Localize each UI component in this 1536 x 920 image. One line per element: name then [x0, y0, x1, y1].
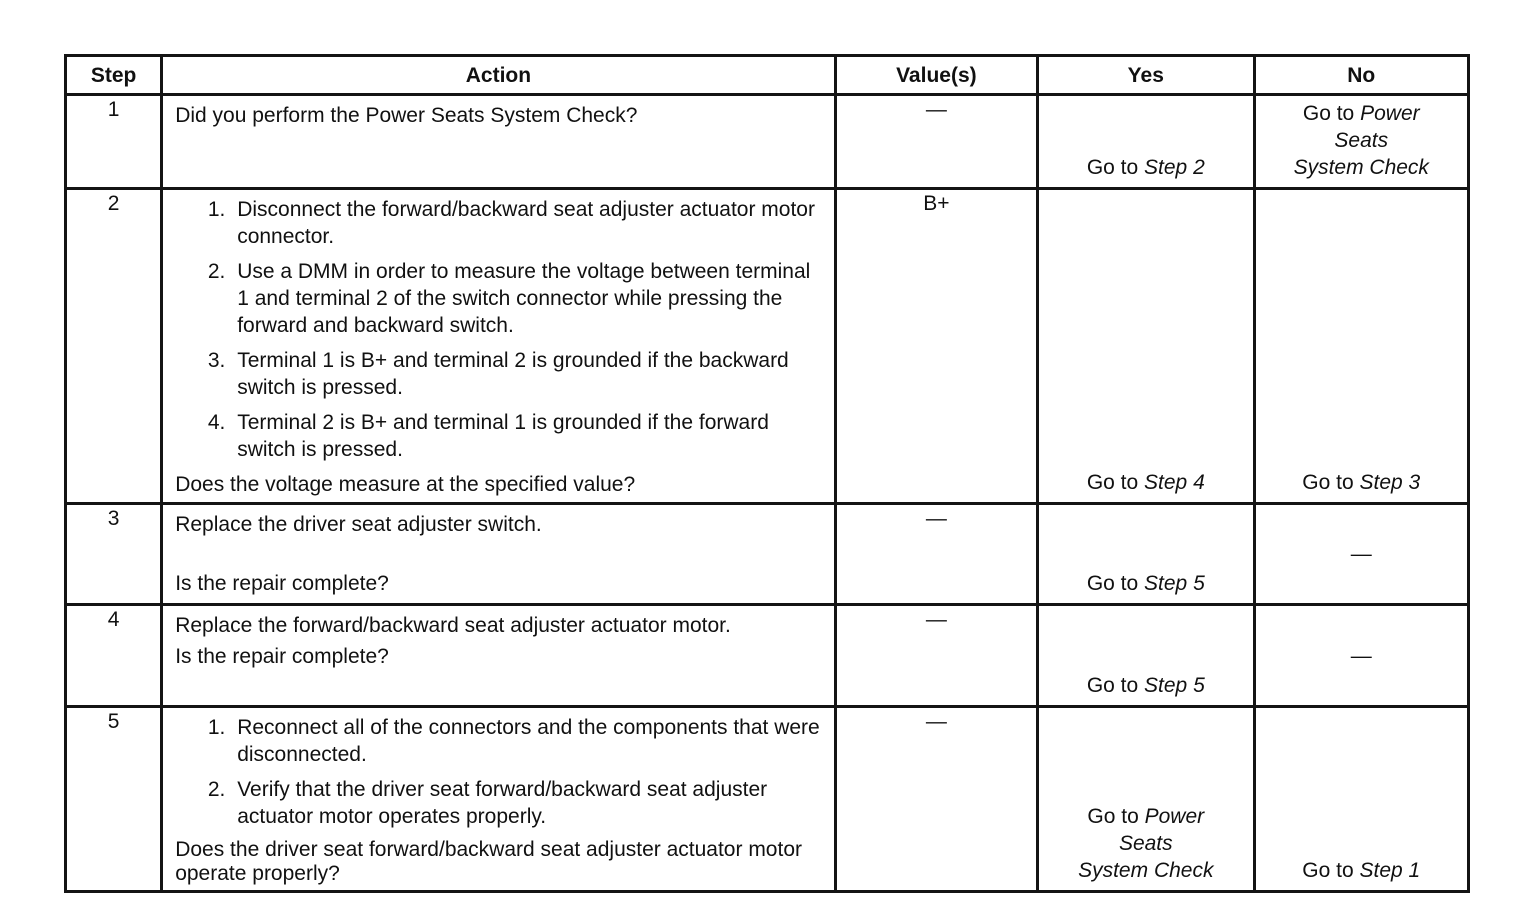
go-to-text: Go to [1302, 471, 1354, 494]
table-row [66, 504, 1469, 605]
yes-cell [1038, 189, 1254, 504]
action-text: Replace the driver seat adjuster switch. [175, 513, 542, 536]
step-link[interactable]: Step 5 [1144, 572, 1205, 595]
yes-result [1039, 570, 1252, 597]
value-cell: — [835, 95, 1037, 189]
value-cell: — [835, 504, 1037, 605]
action-text: Replace the forward/backward seat adjuster actuator motor. [175, 614, 731, 637]
yes-cell [1038, 95, 1254, 189]
header-values: Value(s) [835, 56, 1037, 95]
action-question: Is the repair complete? [175, 572, 389, 595]
action-cell [162, 605, 835, 707]
action-question: Does the driver seat forward/backward seat adjuster actuator motor operate properly? [175, 838, 802, 885]
list-item: 3. Terminal 1 is B+ and terminal 2 is grounded if the backward switch is pressed. [231, 347, 821, 401]
header-action: Action [162, 56, 835, 95]
yes-cell [1038, 707, 1254, 892]
no-cell [1254, 504, 1468, 605]
action-question: Does the voltage measure at the specified value? [175, 473, 636, 496]
step-number: 4 [66, 605, 162, 707]
yes-result [1039, 154, 1252, 181]
step-number: 1 [66, 95, 162, 189]
no-result [1256, 857, 1467, 884]
step-link[interactable]: Step 4 [1144, 471, 1205, 494]
value-cell: — [835, 707, 1037, 892]
action-cell [162, 504, 835, 605]
list-item: 1. Disconnect the forward/backward seat adjuster actuator motor connector. [231, 196, 821, 250]
action-list [175, 714, 821, 830]
yes-cell [1038, 504, 1254, 605]
yes-cell [1038, 605, 1254, 707]
power-seats-link[interactable]: Power Seats System Check [1293, 102, 1429, 179]
header-row [66, 56, 1469, 95]
action-text: Did you perform the Power Seats System Check? [175, 104, 638, 127]
action-cell [162, 707, 835, 892]
list-item: 1. Reconnect all of the connectors and the components that were disconnected. [231, 714, 821, 768]
action-cell [162, 189, 835, 504]
list-item: 2. Use a DMM in order to measure the voltage between terminal 1 and terminal 2 of the switch connector while pressing the forward and backward switch. [231, 258, 821, 339]
go-to-text: Go to [1086, 572, 1139, 595]
step-number: 5 [66, 707, 162, 892]
no-result [1256, 100, 1467, 181]
no-result: — [1350, 644, 1372, 667]
yes-result [1039, 803, 1252, 884]
action-cell [162, 95, 835, 189]
go-to-text: Go to [1087, 805, 1139, 828]
step-number: 2 [66, 189, 162, 504]
no-cell [1254, 707, 1468, 892]
no-result: — [1350, 542, 1372, 566]
step-link[interactable]: Step 5 [1144, 674, 1205, 697]
no-cell [1254, 605, 1468, 707]
header-step: Step [66, 56, 162, 95]
go-to-text: Go to [1302, 102, 1355, 125]
yes-result [1039, 469, 1252, 496]
action-list [175, 196, 821, 463]
table-row [66, 189, 1469, 504]
step-number: 3 [66, 504, 162, 605]
step-link[interactable]: Step 3 [1359, 471, 1421, 494]
yes-result [1039, 672, 1252, 699]
no-cell [1254, 189, 1468, 504]
list-item: 2. Verify that the driver seat forward/backward seat adjuster actuator motor operates properly. [231, 776, 821, 830]
action-question: Is the repair complete? [175, 645, 389, 668]
go-to-text: Go to [1086, 674, 1139, 697]
go-to-text: Go to [1086, 471, 1139, 494]
table-row [66, 707, 1469, 892]
power-seats-link[interactable]: Power Seats System Check [1078, 805, 1214, 882]
table-row [66, 605, 1469, 707]
diagnostic-table [64, 54, 1470, 893]
list-item: 4. Terminal 2 is B+ and terminal 1 is grounded if the forward switch is pressed. [231, 409, 821, 463]
no-cell [1254, 95, 1468, 189]
go-to-text: Go to [1302, 859, 1354, 882]
step-link[interactable]: Step 2 [1144, 156, 1205, 179]
header-yes: Yes [1038, 56, 1254, 95]
go-to-text: Go to [1086, 156, 1139, 179]
step-link[interactable]: Step 1 [1359, 859, 1421, 882]
value-cell: — [835, 605, 1037, 707]
header-no: No [1254, 56, 1468, 95]
value-cell: B+ [835, 189, 1037, 504]
table-row [66, 95, 1469, 189]
no-result [1256, 469, 1467, 496]
